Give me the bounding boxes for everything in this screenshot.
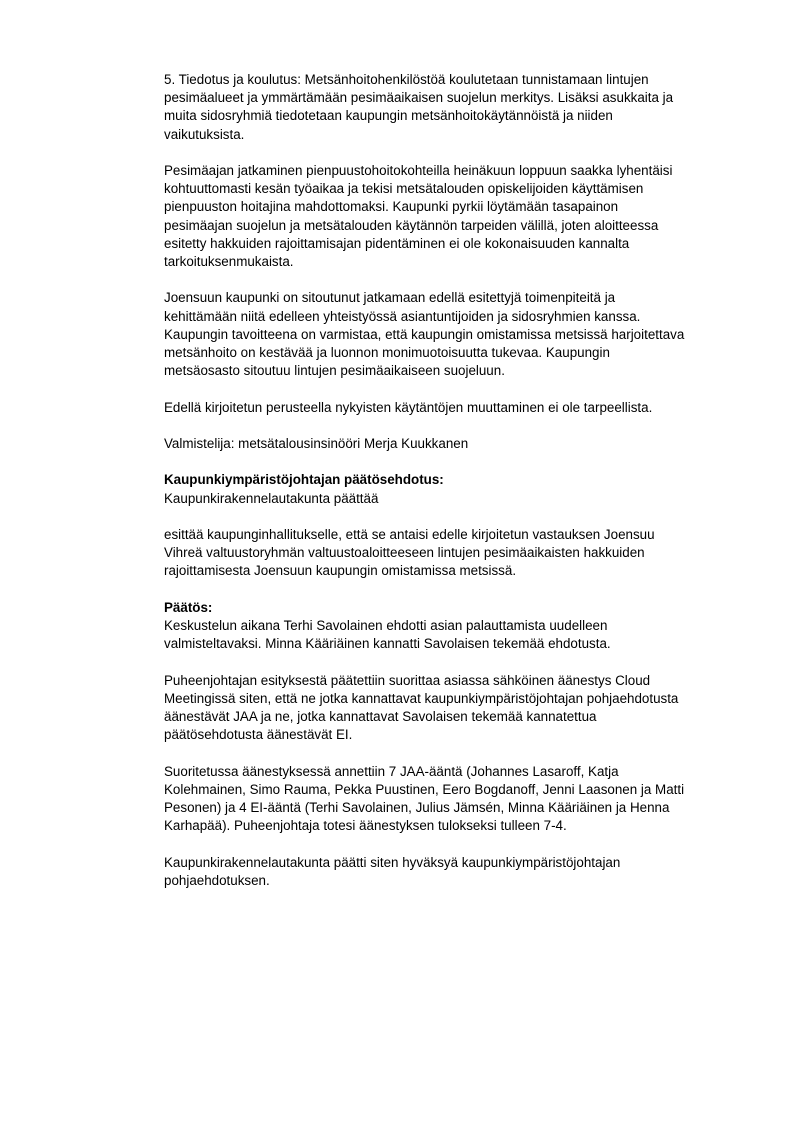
paragraph-aanestys [164,672,734,745]
section-decision [164,599,734,654]
text-line: Karhapää). Puheenjohtaja totesi äänestyksen tulokseksi tulleen 7-4. [164,818,567,834]
proposal-intro: Kaupunkirakennelautakunta päättää [164,490,379,506]
text-line: Kaupungin tavoitteena on varmistaa, että kaupungin omistamissa metsissä harjoitettava [164,326,685,342]
text-line: kehittämään niitä edelleen yhteistyössä asiantuntijoiden ja sidosryhmien kanssa. [164,308,641,324]
text-line: metsänhoito on kestävää ja luonnon monimuotoisuutta tukevaa. Kaupungin [164,345,610,361]
text-line: Joensuun kaupunki on sitoutunut jatkamaan edellä esitettyjä toimenpiteitä ja [164,290,616,306]
text-line: pienpuuston hoitajina mahdottomaksi. Kaupunki pyrkii löytämään tasapainon [164,199,619,215]
paragraph-valmistelija [164,435,734,453]
text-line: esittää kaupunginhallitukselle, että se antaisi edelle kirjoitetun vastauksen Joensuu [164,526,655,542]
text-line: kohtuuttomasti kesän työaikaa ja tekisi metsätalouden opiskelijoiden käyttämisen [164,181,644,197]
text-line: tarkoituksenmukaista. [164,254,294,270]
paragraph-aanestys-tulos [164,763,734,836]
text-line: valmisteltavaksi. Minna Kääriäinen kannatti Savolaisen tekemää ehdotusta. [164,636,611,652]
text-line: 5. Tiedotus ja koulutus: Metsänhoitohenkilöstöä koulutetaan tunnistamaan lintujen [164,72,649,87]
text-line: pohjaehdotuksen. [164,872,270,888]
text-line: äänestävät JAA ja ne, jotka kannattavat Savolaisen tekemää kannatettua [164,708,597,724]
text-line: pesimäalueet ja ymmärtämään pesimäaikaisen suojelun merkitys. Lisäksi asukkaita ja [164,90,674,106]
paragraph-final-decision [164,854,734,890]
paragraph-tiedotus [164,71,734,144]
proposal-heading: Kaupunkiympäristöjohtajan päätösehdotus: [164,472,444,488]
paragraph-johtopaatos [164,399,734,417]
text-line: Vihreä valtuustoryhmän valtuustoaloitteeseen lintujen pesimäaikaisten hakkuiden [164,545,645,561]
text-line: metsäosasto sitoutuu lintujen pesimäaikaiseen suojeluun. [164,363,505,379]
paragraph-sitoutuminen [164,289,734,380]
text-line: Keskustelun aikana Terhi Savolainen ehdotti asian palauttamista uudelleen [164,617,608,633]
text-line: esitetty hakkuiden rajoittamisajan pidentäminen ei ole kokonaisuuden kannalta [164,235,630,251]
text-line: Edellä kirjoitetun perusteella nykyisten käytäntöjen muuttaminen ei ole tarpeellista. [164,399,653,415]
text-line: Puheenjohtajan esityksestä päätettiin suorittaa asiassa sähköinen äänestys Cloud [164,672,651,688]
text-line: Kolehmainen, Simo Rauma, Pekka Puustinen, Eero Bogdanoff, Jenni Laasonen ja Matti [164,781,685,797]
text-line: päätösehdotusta äänestävät EI. [164,727,353,743]
section-proposal [164,471,734,507]
decision-heading: Päätös: [164,599,213,615]
text-line: Valmistelija: metsätalousinsinööri Merja Kuukkanen [164,436,469,451]
text-line: muita sidosryhmiä tiedotetaan kaupungin metsänhoitokäytännöistä ja niiden [164,108,613,124]
text-line: Pesimäajan jatkaminen pienpuustohoitokohteilla heinäkuun loppuun saakka lyhentäisi [164,163,673,178]
text-line: rajoittamisesta Joensuun kaupungin omistamissa metsissä. [164,563,517,579]
text-line: Kaupunkirakennelautakunta päätti siten hyväksyä kaupunkiympäristöjohtajan [164,854,621,870]
text-line: Suoritetussa äänestyksessä annettiin 7 JAA-ääntä (Johannes Lasaroff, Katja [164,763,619,779]
text-line: Meetingissä siten, että ne jotka kannattavat kaupunkiympäristöjohtajan pohjaehdotusta [164,690,679,706]
paragraph-pesimaajan-jatkaminen [164,162,734,271]
paragraph-proposal-body [164,526,734,581]
text-line: pesimäajan suojelun ja metsätalouden käytännön tarpeiden välillä, joten aloitteessa [164,217,659,233]
document-page [164,71,734,890]
text-line: Pesonen) ja 4 EI-ääntä (Terhi Savolainen, Julius Jämsén, Minna Kääriäinen ja Henna [164,799,670,815]
text-line: vaikutuksista. [164,126,245,142]
